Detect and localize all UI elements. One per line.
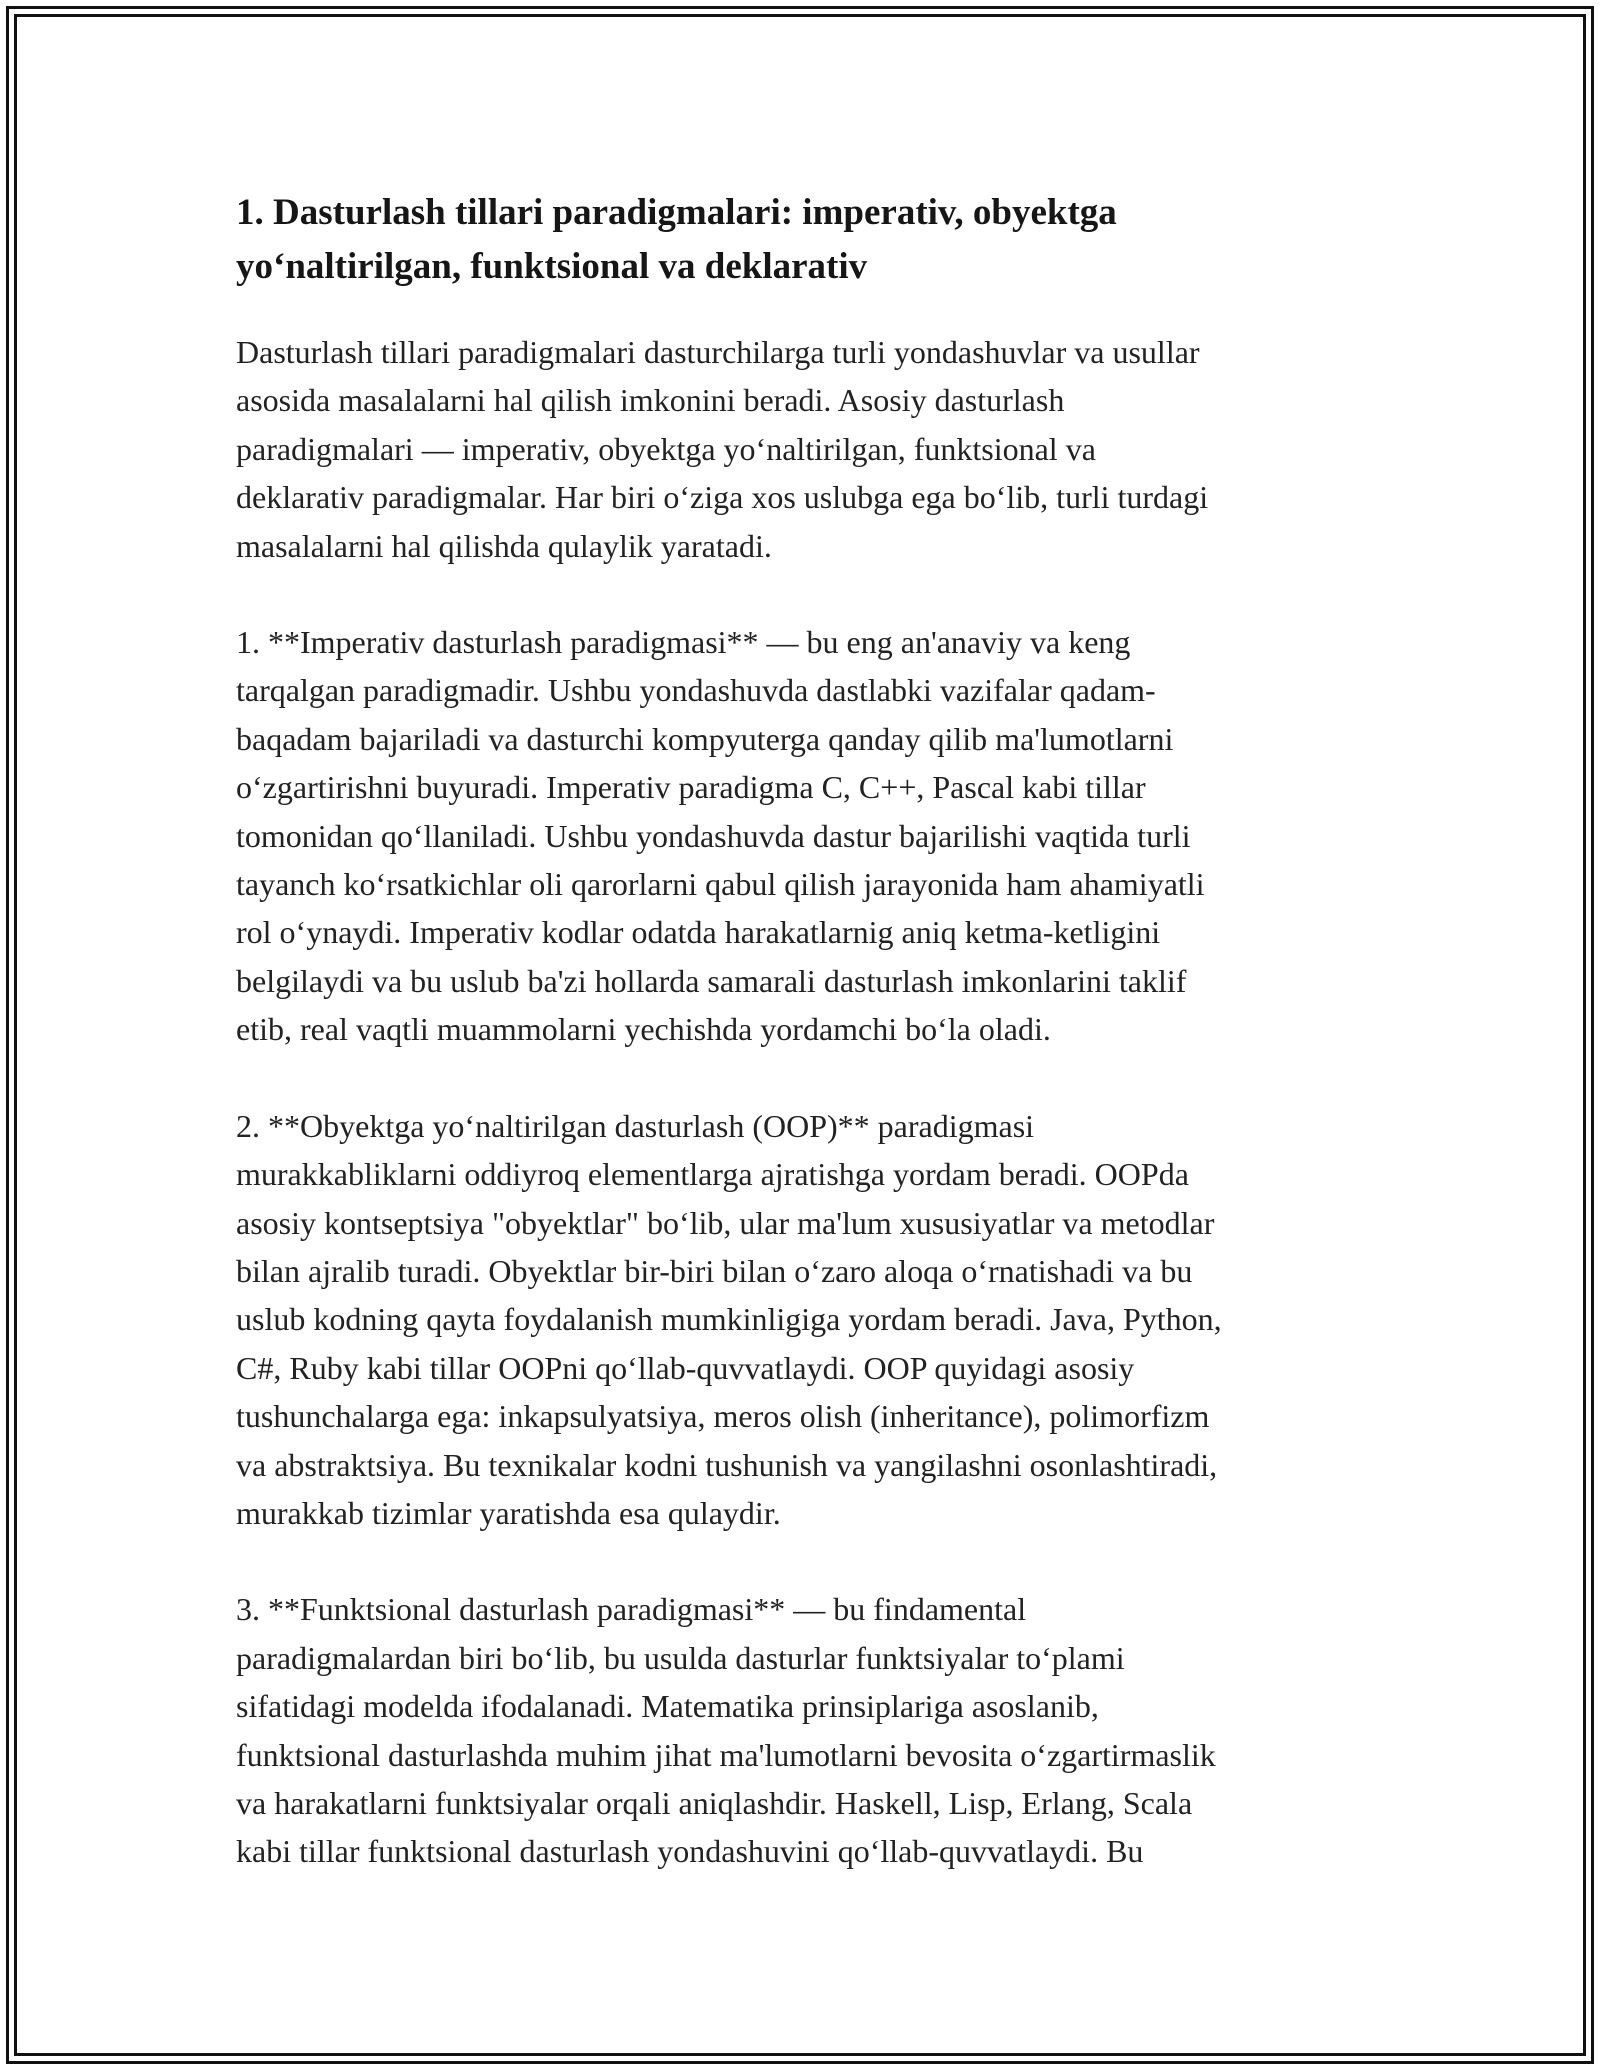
text-line: funktsional dasturlashda muhim jihat ma'lumotlarni bevosita o‘zgartirmaslik: [236, 1736, 1216, 1773]
text-line: tarqalgan paradigmadir. Ushbu yondashuvda dastlabki vazifalar qadam-: [236, 672, 1156, 709]
text-line: sifatidagi modelda ifodalanadi. Matematika prinsiplariga asoslanib,: [236, 1688, 1099, 1725]
text-line: belgilaydi va bu uslub ba'zi hollarda samarali dasturlash imkonlarini taklif: [236, 962, 1187, 999]
text-line: C#, Ruby kabi tillar OOPni qo‘llab-quvvatlaydi. OOP quyidagi asosiy: [236, 1349, 1135, 1386]
text-line: deklarativ paradigmalar. Har biri o‘ziga xos uslubga ega bo‘lib, turli turdagi: [236, 479, 1209, 516]
text-line: tayanch ko‘rsatkichlar oli qarorlarni qabul qilish jarayonida ham ahamiyatli: [236, 866, 1205, 903]
text-line: va harakatlarni funktsiyalar orqali aniqlashdir. Haskell, Lisp, Erlang, Scala: [236, 1784, 1193, 1821]
text-line: asosida masalalarni hal qilish imkonini beradi. Asosiy dasturlash: [236, 382, 1065, 419]
text-line: 2. **Obyektga yo‘naltirilgan dasturlash (OOP)** paradigmasi: [236, 1107, 1035, 1144]
text-line: kabi tillar funktsional dasturlash yondashuvini qo‘llab-quvvatlaydi. Bu: [236, 1833, 1144, 1870]
text-line: baqadam bajariladi va dasturchi kompyuterga qanday qilib ma'lumotlarni: [236, 720, 1174, 757]
text-line: Dasturlash tillari paradigmalari dasturchilarga turli yondashuvlar va usullar: [236, 334, 1200, 370]
functional-paragraph: [236, 1585, 1376, 1875]
document-body: [236, 186, 1376, 1924]
text-line: murakkabliklarni oddiyroq elementlarga ajratishga yordam beradi. OOPda: [236, 1156, 1189, 1193]
text-line: rol o‘ynaydi. Imperativ kodlar odatda harakatlarnig aniq ketma-ketligini: [236, 914, 1161, 951]
page-title: [236, 186, 1376, 294]
text-line: va abstraktsiya. Bu texnikalar kodni tushunish va yangilashni osonlashtiradi,: [236, 1446, 1218, 1483]
text-line: etib, real vaqtli muammolarni yechishda yordamchi bo‘la oladi.: [236, 1011, 1051, 1048]
imperative-paragraph: [236, 618, 1376, 1054]
text-line: o‘zgartirishni buyuradi. Imperativ paradigma C, C++, Pascal kabi tillar: [236, 769, 1146, 806]
text-line: tomonidan qo‘llaniladi. Ushbu yondashuvda dastur bajarilishi vaqtida turli: [236, 817, 1191, 854]
intro-paragraph: [236, 328, 1376, 570]
title-line: yo‘naltirilgan, funktsional va deklarativ: [236, 246, 868, 287]
text-line: paradigmalardan biri bo‘lib, bu usulda dasturlar funktsiyalar to‘plami: [236, 1639, 1125, 1676]
text-line: asosiy kontseptsiya "obyektlar" bo‘lib, ular ma'lum xususiyatlar va metodlar: [236, 1204, 1215, 1241]
text-line: 1. **Imperativ dasturlash paradigmasi** — bu eng an'anaviy va keng: [236, 624, 1131, 661]
oop-paragraph: [236, 1102, 1376, 1538]
text-line: masalalarni hal qilishda qulaylik yaratadi.: [236, 527, 772, 564]
text-line: paradigmalari — imperativ, obyektga yo‘naltirilgan, funktsional va: [236, 430, 1096, 467]
text-line: murakkab tizimlar yaratishda esa qulaydir.: [236, 1494, 781, 1531]
title-line: 1. Dasturlash tillari paradigmalari: imperativ, obyektga: [236, 192, 1117, 233]
text-line: tushunchalarga ega: inkapsulyatsiya, meros olish (inheritance), polimorfizm: [236, 1398, 1210, 1435]
text-line: bilan ajralib turadi. Obyektlar bir-biri bilan o‘zaro aloqa o‘rnatishadi va bu: [236, 1252, 1193, 1289]
text-line: 3. **Funktsional dasturlash paradigmasi** — bu findamental: [236, 1591, 1027, 1628]
text-line: uslub kodning qayta foydalanish mumkinligiga yordam beradi. Java, Python,: [236, 1301, 1222, 1338]
